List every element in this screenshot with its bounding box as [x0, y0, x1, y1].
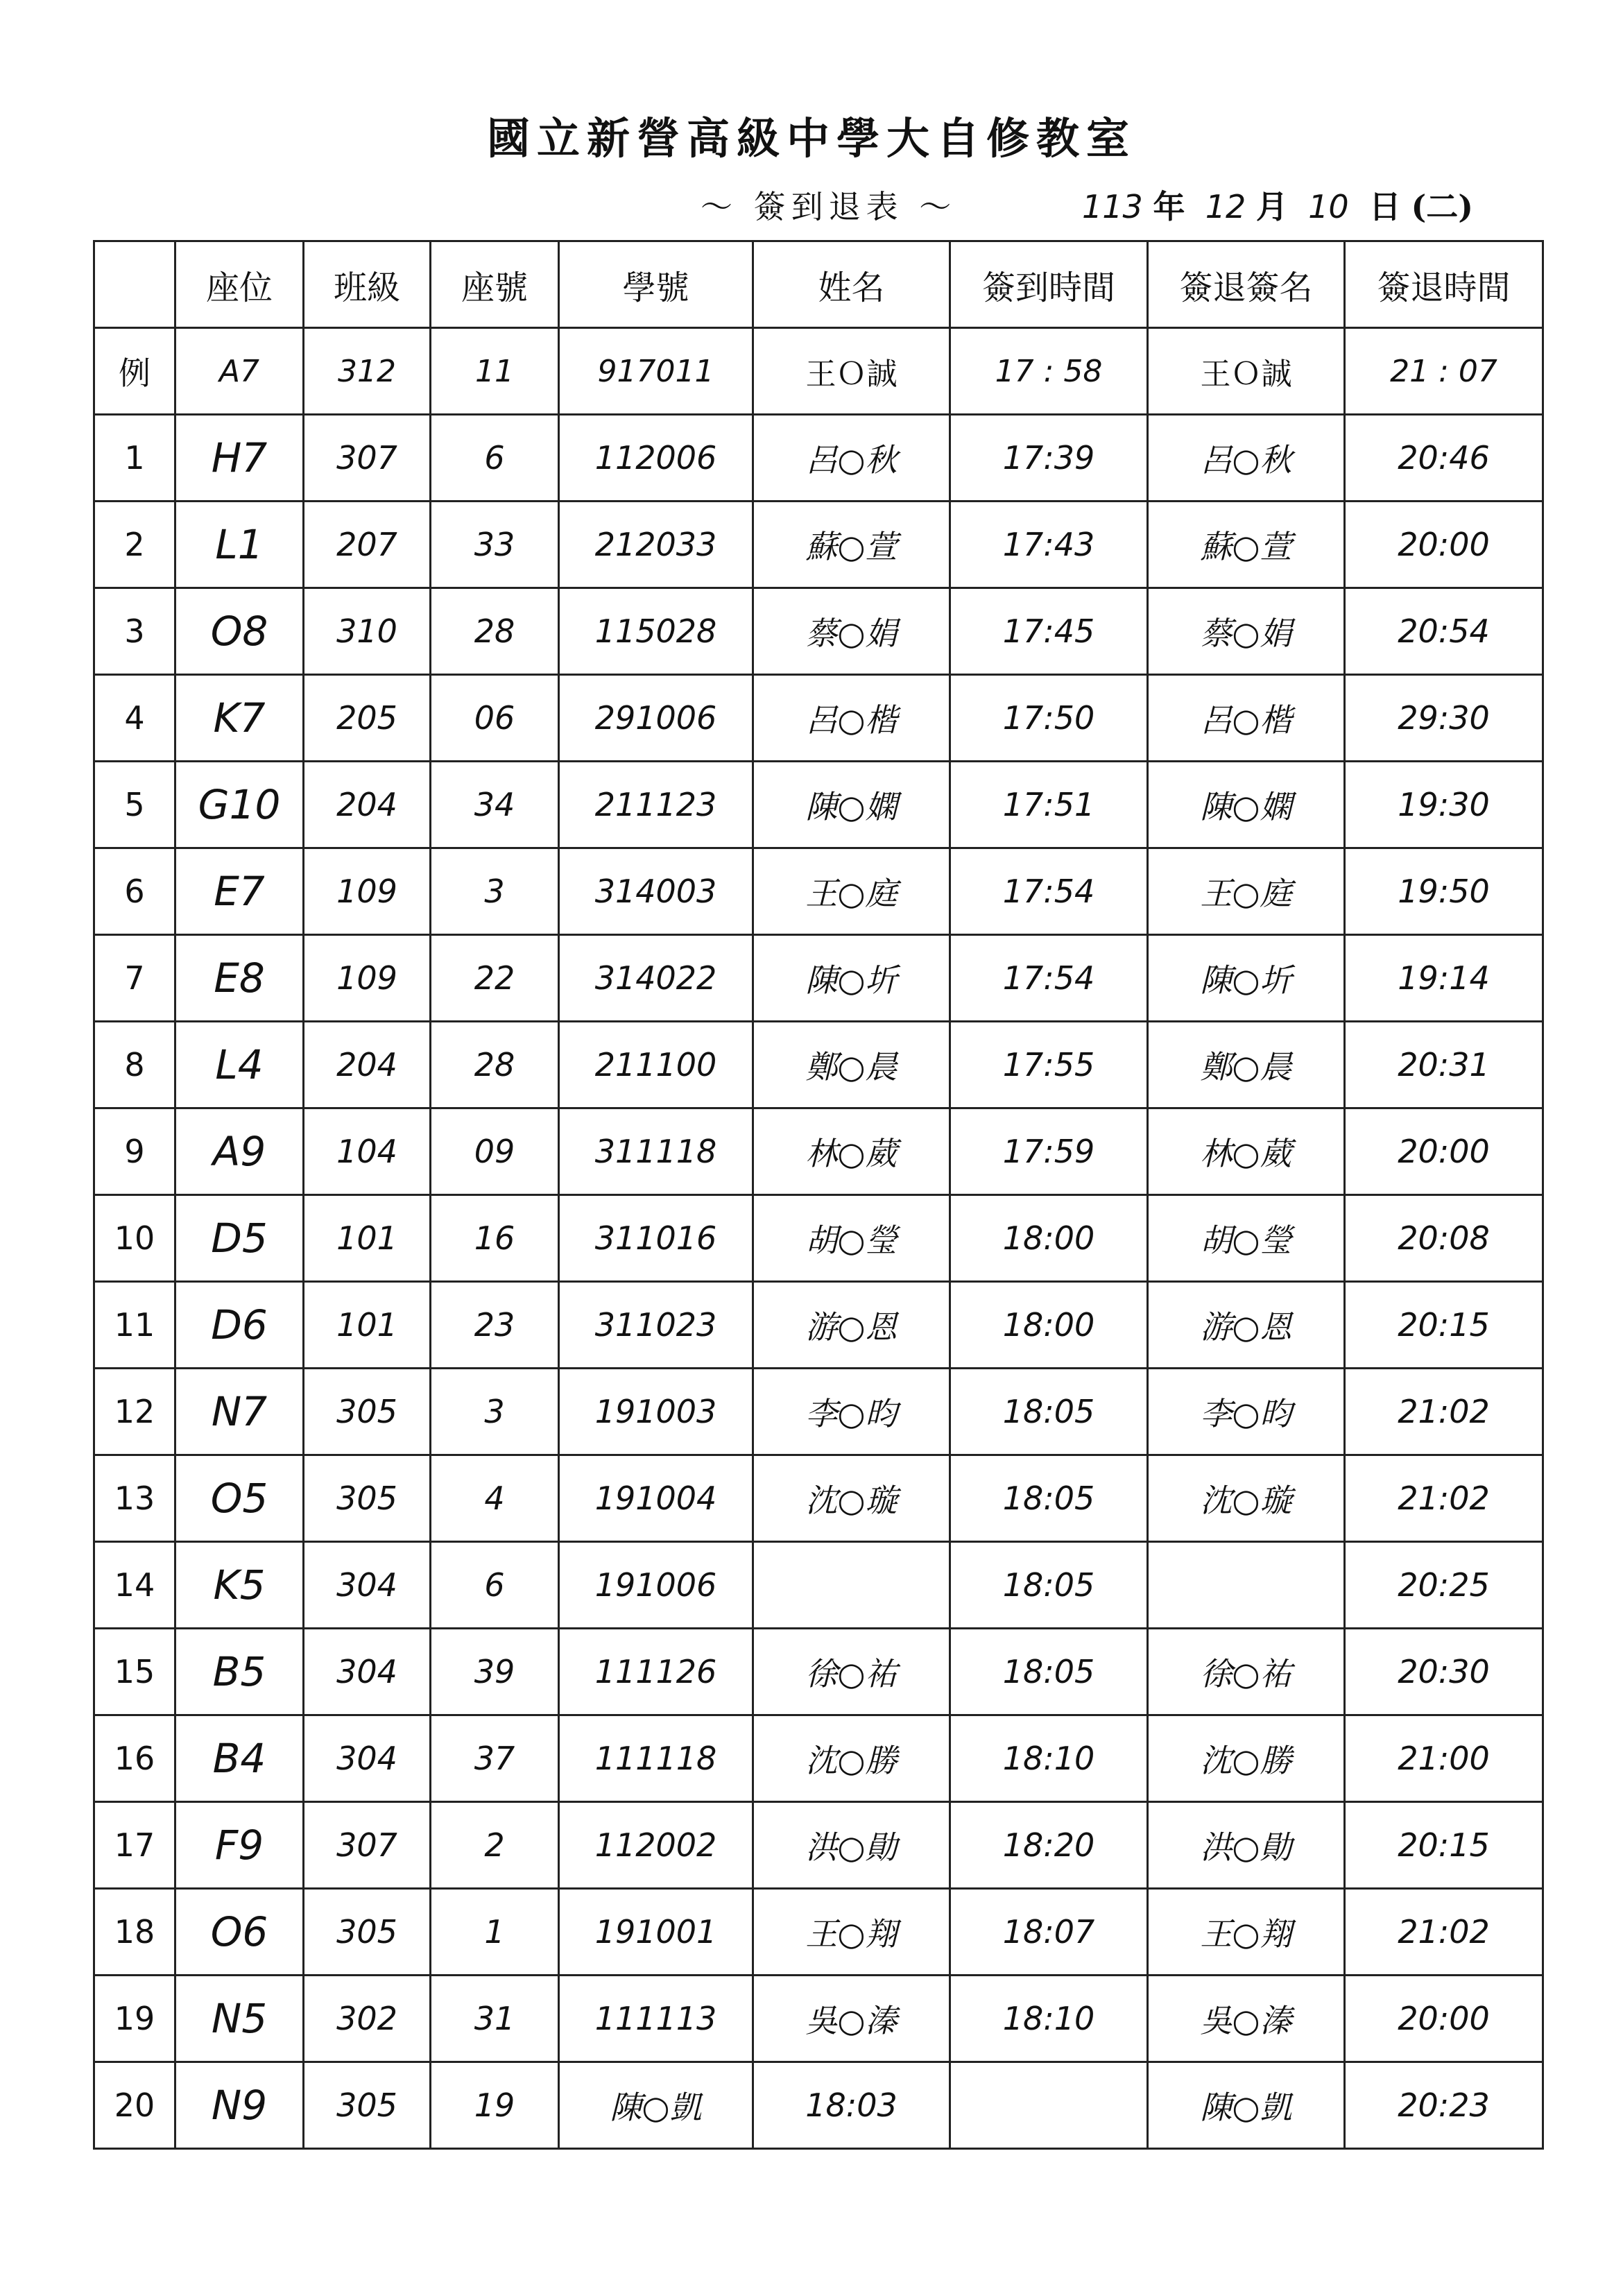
checkin-cell: 18:00	[950, 1195, 1148, 1282]
name-cell: 呂○秋	[753, 415, 950, 502]
row-label: 18	[94, 1889, 175, 1976]
row-label: 10	[94, 1195, 175, 1282]
name-cell: 胡○瑩	[753, 1195, 950, 1282]
table-row	[94, 935, 1543, 1022]
student-id-cell: 314003	[559, 848, 753, 935]
checkin-cell: 18:05	[950, 1542, 1148, 1629]
header-cell-name: 姓名	[753, 241, 950, 328]
name-cell: 蘇○萱	[753, 502, 950, 588]
form-title: 國立新營高級中學大自修教室	[486, 113, 1136, 164]
header-cell-signout-name: 簽退簽名	[1148, 241, 1345, 328]
class-cell: 305	[304, 1455, 431, 1542]
table-row	[94, 675, 1543, 762]
example-student-id: 917011	[559, 328, 753, 415]
number-cell: 3	[431, 1369, 559, 1455]
student-id-cell: 212033	[559, 502, 753, 588]
row-label: 16	[94, 1715, 175, 1802]
signout-name-cell: 鄭○晨	[1148, 1022, 1345, 1108]
checkin-cell: 17:59	[950, 1108, 1148, 1195]
checkin-cell: 17:45	[950, 588, 1148, 675]
example-label: 例	[94, 328, 175, 415]
name-cell: 游○恩	[753, 1282, 950, 1369]
number-cell: 1	[431, 1889, 559, 1976]
name-cell: 呂○楷	[753, 675, 950, 762]
signout-name-cell: 徐○祐	[1148, 1629, 1345, 1715]
checkout-cell: 20:25	[1345, 1542, 1543, 1629]
class-cell: 101	[304, 1195, 431, 1282]
signout-name-cell: 陳○凱	[1148, 2062, 1345, 2149]
seat-cell: F9	[175, 1802, 304, 1889]
class-cell: 109	[304, 935, 431, 1022]
class-cell: 204	[304, 762, 431, 848]
number-cell: 3	[431, 848, 559, 935]
table-row	[94, 415, 1543, 502]
example-number: 11	[431, 328, 559, 415]
number-cell: 6	[431, 415, 559, 502]
checkout-cell: 21:00	[1345, 1715, 1543, 1802]
number-cell: 28	[431, 1022, 559, 1108]
student-id-cell: 191006	[559, 1542, 753, 1629]
number-cell: 39	[431, 1629, 559, 1715]
seat-cell: N5	[175, 1976, 304, 2062]
signout-name-cell: 沈○勝	[1148, 1715, 1345, 1802]
name-cell: 沈○勝	[753, 1715, 950, 1802]
name-cell: 鄭○晨	[753, 1022, 950, 1108]
seat-cell: E8	[175, 935, 304, 1022]
signout-name-cell: 呂○秋	[1148, 415, 1345, 502]
date-day: 10	[1308, 188, 1349, 225]
signout-name-cell: 游○恩	[1148, 1282, 1345, 1369]
checkin-cell: 18:20	[950, 1802, 1148, 1889]
seat-cell: O8	[175, 588, 304, 675]
signout-name-cell: 胡○瑩	[1148, 1195, 1345, 1282]
seat-cell: O6	[175, 1889, 304, 1976]
seat-cell: E7	[175, 848, 304, 935]
checkin-cell: 17:54	[950, 935, 1148, 1022]
seat-cell: A9	[175, 1108, 304, 1195]
seat-cell: L1	[175, 502, 304, 588]
class-cell: 307	[304, 415, 431, 502]
seat-cell: G10	[175, 762, 304, 848]
seat-cell: D5	[175, 1195, 304, 1282]
table-row	[94, 1629, 1543, 1715]
student-id-cell: 314022	[559, 935, 753, 1022]
number-cell: 34	[431, 762, 559, 848]
class-cell: 104	[304, 1108, 431, 1195]
checkout-cell: 20:00	[1345, 502, 1543, 588]
table-row	[94, 1542, 1543, 1629]
student-id-cell: 311016	[559, 1195, 753, 1282]
number-cell: 19	[431, 2062, 559, 2149]
name-cell: 陳○圻	[753, 935, 950, 1022]
checkout-cell: 20:00	[1345, 1108, 1543, 1195]
signin-table	[93, 240, 1544, 2150]
table-row	[94, 1369, 1543, 1455]
class-cell: 109	[304, 848, 431, 935]
seat-cell: B5	[175, 1629, 304, 1715]
table-row	[94, 1976, 1543, 2062]
checkout-cell: 21:02	[1345, 1889, 1543, 1976]
name-cell: 王○庭	[753, 848, 950, 935]
checkout-cell: 20:15	[1345, 1282, 1543, 1369]
signout-name-cell: 陳○圻	[1148, 935, 1345, 1022]
name-cell	[753, 1542, 950, 1629]
checkin-cell: 17:43	[950, 502, 1148, 588]
date-year: 113	[1082, 188, 1143, 225]
signout-name-cell	[1148, 1542, 1345, 1629]
checkout-cell: 20:31	[1345, 1022, 1543, 1108]
student-id-cell: 191004	[559, 1455, 753, 1542]
student-id-cell: 291006	[559, 675, 753, 762]
student-id-cell: 311118	[559, 1108, 753, 1195]
checkout-cell: 20:15	[1345, 1802, 1543, 1889]
signout-name-cell: 林○葳	[1148, 1108, 1345, 1195]
student-id-cell: 112002	[559, 1802, 753, 1889]
row-label: 2	[94, 502, 175, 588]
row-label: 1	[94, 415, 175, 502]
number-cell: 23	[431, 1282, 559, 1369]
checkout-cell: 20:00	[1345, 1976, 1543, 2062]
name-cell: 蔡○娟	[753, 588, 950, 675]
number-cell: 22	[431, 935, 559, 1022]
checkin-cell	[950, 2062, 1148, 2149]
row-label: 13	[94, 1455, 175, 1542]
class-cell: 205	[304, 675, 431, 762]
example-seat: A7	[175, 328, 304, 415]
header-cell-student-id: 學號	[559, 241, 753, 328]
class-cell: 304	[304, 1715, 431, 1802]
header-cell-class: 班級	[304, 241, 431, 328]
signout-name-cell: 陳○嫻	[1148, 762, 1345, 848]
student-id-cell: 311023	[559, 1282, 753, 1369]
name-cell: 洪○勛	[753, 1802, 950, 1889]
signout-name-cell: 洪○勛	[1148, 1802, 1345, 1889]
number-cell: 16	[431, 1195, 559, 1282]
checkout-cell: 21:02	[1345, 1369, 1543, 1455]
table-row	[94, 762, 1543, 848]
number-cell: 09	[431, 1108, 559, 1195]
name-cell: 吳○溱	[753, 1976, 950, 2062]
number-cell: 06	[431, 675, 559, 762]
seat-cell: L4	[175, 1022, 304, 1108]
checkin-cell: 18:10	[950, 1715, 1148, 1802]
seat-cell: N7	[175, 1369, 304, 1455]
class-cell: 304	[304, 1629, 431, 1715]
checkin-cell: 18:05	[950, 1455, 1148, 1542]
checkin-cell: 17:54	[950, 848, 1148, 935]
checkin-cell: 18:05	[950, 1629, 1148, 1715]
checkin-cell: 17:50	[950, 675, 1148, 762]
checkout-cell: 19:30	[1345, 762, 1543, 848]
seat-cell: O5	[175, 1455, 304, 1542]
row-label: 20	[94, 2062, 175, 2149]
example-name: 王Ｏ誠	[753, 328, 950, 415]
class-cell: 310	[304, 588, 431, 675]
signout-name-cell: 蔡○娟	[1148, 588, 1345, 675]
signout-name-cell: 王○庭	[1148, 848, 1345, 935]
checkin-cell: 17:55	[950, 1022, 1148, 1108]
table-row	[94, 1889, 1543, 1976]
checkout-cell: 29:30	[1345, 675, 1543, 762]
seat-cell: K5	[175, 1542, 304, 1629]
table-row	[94, 1715, 1543, 1802]
row-label: 11	[94, 1282, 175, 1369]
example-signout-name: 王Ｏ誠	[1148, 328, 1345, 415]
name-cell: 陳○嫻	[753, 762, 950, 848]
date-month-label: 月	[1255, 188, 1288, 225]
checkout-cell: 21:02	[1345, 1455, 1543, 1542]
seat-cell: N9	[175, 2062, 304, 2149]
table-row	[94, 1802, 1543, 1889]
table-row	[94, 1022, 1543, 1108]
row-label: 12	[94, 1369, 175, 1455]
checkout-cell: 20:08	[1345, 1195, 1543, 1282]
name-cell: 李○昀	[753, 1369, 950, 1455]
number-cell: 37	[431, 1715, 559, 1802]
signout-name-cell: 李○昀	[1148, 1369, 1345, 1455]
table-row	[94, 2062, 1543, 2149]
checkout-cell: 20:23	[1345, 2062, 1543, 2149]
row-label: 9	[94, 1108, 175, 1195]
form-subtitle: ～ 簽到退表 ～	[701, 188, 957, 225]
class-cell: 101	[304, 1282, 431, 1369]
row-label: 17	[94, 1802, 175, 1889]
checkout-cell: 20:46	[1345, 415, 1543, 502]
class-cell: 307	[304, 1802, 431, 1889]
header-cell-label	[94, 241, 175, 328]
checkout-cell: 19:14	[1345, 935, 1543, 1022]
number-cell: 31	[431, 1976, 559, 2062]
class-cell: 305	[304, 1889, 431, 1976]
example-class: 312	[304, 328, 431, 415]
name-cell: 王○翔	[753, 1889, 950, 1976]
checkin-cell: 17:51	[950, 762, 1148, 848]
date-year-label: 年	[1153, 188, 1185, 225]
example-checkin: 17 : 58	[950, 328, 1148, 415]
example-checkout: 21 : 07	[1345, 328, 1543, 415]
seat-cell: B4	[175, 1715, 304, 1802]
table-row	[94, 1282, 1543, 1369]
number-cell: 6	[431, 1542, 559, 1629]
class-cell: 204	[304, 1022, 431, 1108]
name-cell: 沈○璇	[753, 1455, 950, 1542]
table-row	[94, 1195, 1543, 1282]
header-cell-number: 座號	[431, 241, 559, 328]
checkin-cell: 17:39	[950, 415, 1148, 502]
header-cell-checkin: 簽到時間	[950, 241, 1148, 328]
checkin-cell: 18:05	[950, 1369, 1148, 1455]
class-cell: 305	[304, 1369, 431, 1455]
table-row	[94, 502, 1543, 588]
table-row	[94, 1108, 1543, 1195]
number-cell: 33	[431, 502, 559, 588]
checkin-cell: 18:10	[950, 1976, 1148, 2062]
table-row	[94, 1455, 1543, 1542]
checkin-cell: 18:00	[950, 1282, 1148, 1369]
checkout-cell: 19:50	[1345, 848, 1543, 935]
student-id-cell: 115028	[559, 588, 753, 675]
student-id-cell: 112006	[559, 415, 753, 502]
header-row	[94, 241, 1543, 328]
student-id-cell: 陳○凱	[559, 2062, 753, 2149]
header-cell-checkout: 簽退時間	[1345, 241, 1543, 328]
seat-cell: K7	[175, 675, 304, 762]
row-label: 19	[94, 1976, 175, 2062]
seat-cell: H7	[175, 415, 304, 502]
date-day-label: 日	[1368, 188, 1401, 225]
signout-name-cell: 沈○璇	[1148, 1455, 1345, 1542]
date-month: 12	[1205, 188, 1246, 225]
name-cell: 林○葳	[753, 1108, 950, 1195]
student-id-cell: 111118	[559, 1715, 753, 1802]
student-id-cell: 111126	[559, 1629, 753, 1715]
table-row	[94, 588, 1543, 675]
row-label: 8	[94, 1022, 175, 1108]
signout-name-cell: 吳○溱	[1148, 1976, 1345, 2062]
row-label: 4	[94, 675, 175, 762]
checkout-cell: 20:30	[1345, 1629, 1543, 1715]
number-cell: 4	[431, 1455, 559, 1542]
date-weekday: (二)	[1411, 188, 1474, 225]
table-row	[94, 848, 1543, 935]
student-id-cell: 211123	[559, 762, 753, 848]
example-row	[94, 328, 1543, 415]
student-id-cell: 211100	[559, 1022, 753, 1108]
signout-name-cell: 王○翔	[1148, 1889, 1345, 1976]
signout-name-cell: 呂○楷	[1148, 675, 1345, 762]
name-cell: 18:03	[753, 2062, 950, 2149]
row-label: 3	[94, 588, 175, 675]
class-cell: 304	[304, 1542, 431, 1629]
number-cell: 2	[431, 1802, 559, 1889]
seat-cell: D6	[175, 1282, 304, 1369]
checkin-cell: 18:07	[950, 1889, 1148, 1976]
row-label: 7	[94, 935, 175, 1022]
row-label: 5	[94, 762, 175, 848]
row-label: 14	[94, 1542, 175, 1629]
class-cell: 302	[304, 1976, 431, 2062]
row-label: 6	[94, 848, 175, 935]
form-date	[1082, 182, 1473, 228]
student-id-cell: 191003	[559, 1369, 753, 1455]
checkout-cell: 20:54	[1345, 588, 1543, 675]
student-id-cell: 111113	[559, 1976, 753, 2062]
student-id-cell: 191001	[559, 1889, 753, 1976]
class-cell: 207	[304, 502, 431, 588]
header-cell-seat: 座位	[175, 241, 304, 328]
signout-name-cell: 蘇○萱	[1148, 502, 1345, 588]
row-label: 15	[94, 1629, 175, 1715]
number-cell: 28	[431, 588, 559, 675]
class-cell: 305	[304, 2062, 431, 2149]
name-cell: 徐○祐	[753, 1629, 950, 1715]
